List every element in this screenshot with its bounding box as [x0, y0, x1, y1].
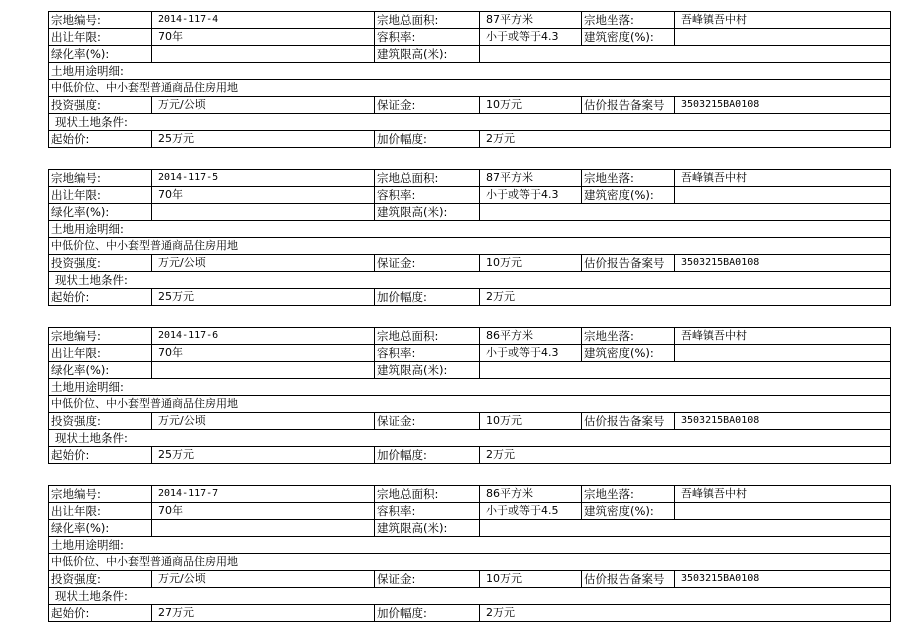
row-condition	[49, 114, 891, 131]
row-start-price	[49, 289, 891, 306]
row-term	[49, 345, 891, 362]
row-use-label	[49, 63, 891, 80]
term-label: 出让年限:	[49, 29, 152, 46]
location-value: 吾峰镇吾中村	[675, 12, 891, 29]
green-value	[152, 520, 375, 537]
row-use-label	[49, 379, 891, 396]
height-value	[480, 46, 891, 63]
increment-label: 加价幅度:	[375, 131, 480, 148]
row-start-price	[49, 605, 891, 622]
appraisal-label: 估价报告备案号	[582, 413, 675, 430]
density-label: 建筑密度(%):	[582, 345, 675, 362]
parcel-no-label: 宗地编号:	[49, 170, 152, 187]
start-price-label: 起始价:	[49, 131, 152, 148]
location-label: 宗地坐落:	[582, 12, 675, 29]
start-price-value: 25万元	[152, 447, 375, 464]
total-area-value: 87平方米	[480, 12, 582, 29]
invest-value: 万元/公顷	[152, 97, 375, 114]
deposit-value: 10万元	[480, 413, 582, 430]
parcel-no-label: 宗地编号:	[49, 486, 152, 503]
row-invest	[49, 97, 891, 114]
use-detail-label: 土地用途明细:	[49, 63, 891, 80]
row-green	[49, 520, 891, 537]
appraisal-label: 估价报告备案号	[582, 255, 675, 272]
density-label: 建筑密度(%):	[582, 29, 675, 46]
increment-label: 加价幅度:	[375, 289, 480, 306]
parcel-table-4	[48, 485, 891, 622]
appraisal-value: 3503215BA0108	[675, 255, 891, 272]
invest-label: 投资强度:	[49, 571, 152, 588]
density-value	[675, 29, 891, 46]
height-value	[480, 204, 891, 221]
appraisal-value: 3503215BA0108	[675, 97, 891, 114]
row-green	[49, 362, 891, 379]
condition-label: 现状土地条件:	[49, 588, 891, 605]
row-start-price	[49, 447, 891, 464]
plot-ratio-label: 容积率:	[375, 29, 480, 46]
row-parcel-no	[49, 486, 891, 503]
parcel-no-value: 2014-117-6	[152, 328, 375, 345]
deposit-label: 保证金:	[375, 413, 480, 430]
start-price-value: 27万元	[152, 605, 375, 622]
total-area-label: 宗地总面积:	[375, 486, 480, 503]
density-label: 建筑密度(%):	[582, 187, 675, 204]
row-green	[49, 46, 891, 63]
row-green	[49, 204, 891, 221]
start-price-label: 起始价:	[49, 447, 152, 464]
total-area-value: 86平方米	[480, 486, 582, 503]
row-condition	[49, 430, 891, 447]
appraisal-value: 3503215BA0108	[675, 571, 891, 588]
row-parcel-no	[49, 12, 891, 29]
total-area-value: 86平方米	[480, 328, 582, 345]
row-use-value	[49, 554, 891, 571]
row-use-value	[49, 80, 891, 97]
parcel-no-value: 2014-117-7	[152, 486, 375, 503]
height-label: 建筑限高(米):	[375, 204, 480, 221]
invest-label: 投资强度:	[49, 97, 152, 114]
deposit-label: 保证金:	[375, 255, 480, 272]
start-price-value: 25万元	[152, 289, 375, 306]
plot-ratio-label: 容积率:	[375, 503, 480, 520]
green-value	[152, 362, 375, 379]
row-use-value	[49, 238, 891, 255]
increment-value: 2万元	[480, 447, 891, 464]
total-area-label: 宗地总面积:	[375, 328, 480, 345]
use-detail-label: 土地用途明细:	[49, 379, 891, 396]
use-detail-value: 中低价位、中小套型普通商品住房用地	[49, 80, 891, 97]
term-value: 70年	[152, 187, 375, 204]
invest-value: 万元/公顷	[152, 255, 375, 272]
invest-value: 万元/公顷	[152, 571, 375, 588]
height-value	[480, 362, 891, 379]
density-label: 建筑密度(%):	[582, 503, 675, 520]
parcel-table-1	[48, 11, 891, 148]
green-label: 绿化率(%):	[49, 204, 152, 221]
row-parcel-no	[49, 170, 891, 187]
condition-label: 现状土地条件:	[49, 114, 891, 131]
use-detail-value: 中低价位、中小套型普通商品住房用地	[49, 396, 891, 413]
green-label: 绿化率(%):	[49, 520, 152, 537]
density-value	[675, 503, 891, 520]
increment-label: 加价幅度:	[375, 605, 480, 622]
start-price-label: 起始价:	[49, 289, 152, 306]
parcel-no-label: 宗地编号:	[49, 328, 152, 345]
deposit-label: 保证金:	[375, 571, 480, 588]
total-area-value: 87平方米	[480, 170, 582, 187]
location-value: 吾峰镇吾中村	[675, 170, 891, 187]
row-parcel-no	[49, 328, 891, 345]
row-use-value	[49, 396, 891, 413]
increment-value: 2万元	[480, 289, 891, 306]
increment-value: 2万元	[480, 131, 891, 148]
density-value	[675, 187, 891, 204]
row-invest	[49, 413, 891, 430]
green-value	[152, 204, 375, 221]
row-term	[49, 187, 891, 204]
invest-label: 投资强度:	[49, 255, 152, 272]
parcel-no-label: 宗地编号:	[49, 12, 152, 29]
green-label: 绿化率(%):	[49, 362, 152, 379]
term-label: 出让年限:	[49, 503, 152, 520]
height-label: 建筑限高(米):	[375, 46, 480, 63]
location-label: 宗地坐落:	[582, 170, 675, 187]
plot-ratio-label: 容积率:	[375, 187, 480, 204]
appraisal-label: 估价报告备案号	[582, 97, 675, 114]
plot-ratio-value: 小于或等于4.5	[480, 503, 582, 520]
invest-value: 万元/公顷	[152, 413, 375, 430]
term-value: 70年	[152, 503, 375, 520]
plot-ratio-label: 容积率:	[375, 345, 480, 362]
parcel-no-value: 2014-117-4	[152, 12, 375, 29]
term-value: 70年	[152, 345, 375, 362]
location-value: 吾峰镇吾中村	[675, 328, 891, 345]
parcel-table-2	[48, 169, 891, 306]
row-use-label	[49, 537, 891, 554]
row-invest	[49, 255, 891, 272]
increment-value: 2万元	[480, 605, 891, 622]
plot-ratio-value: 小于或等于4.3	[480, 187, 582, 204]
use-detail-label: 土地用途明细:	[49, 221, 891, 238]
row-use-label	[49, 221, 891, 238]
row-start-price	[49, 131, 891, 148]
start-price-label: 起始价:	[49, 605, 152, 622]
total-area-label: 宗地总面积:	[375, 12, 480, 29]
term-value: 70年	[152, 29, 375, 46]
term-label: 出让年限:	[49, 345, 152, 362]
use-detail-value: 中低价位、中小套型普通商品住房用地	[49, 554, 891, 571]
row-invest	[49, 571, 891, 588]
height-label: 建筑限高(米):	[375, 520, 480, 537]
term-label: 出让年限:	[49, 187, 152, 204]
invest-label: 投资强度:	[49, 413, 152, 430]
deposit-label: 保证金:	[375, 97, 480, 114]
parcel-table-3	[48, 327, 891, 464]
location-label: 宗地坐落:	[582, 328, 675, 345]
location-label: 宗地坐落:	[582, 486, 675, 503]
parcel-no-value: 2014-117-5	[152, 170, 375, 187]
green-value	[152, 46, 375, 63]
start-price-value: 25万元	[152, 131, 375, 148]
increment-label: 加价幅度:	[375, 447, 480, 464]
row-term	[49, 503, 891, 520]
use-detail-value: 中低价位、中小套型普通商品住房用地	[49, 238, 891, 255]
deposit-value: 10万元	[480, 571, 582, 588]
condition-label: 现状土地条件:	[49, 430, 891, 447]
deposit-value: 10万元	[480, 255, 582, 272]
condition-label: 现状土地条件:	[49, 272, 891, 289]
plot-ratio-value: 小于或等于4.3	[480, 29, 582, 46]
row-condition	[49, 272, 891, 289]
row-term	[49, 29, 891, 46]
green-label: 绿化率(%):	[49, 46, 152, 63]
row-condition	[49, 588, 891, 605]
deposit-value: 10万元	[480, 97, 582, 114]
appraisal-value: 3503215BA0108	[675, 413, 891, 430]
location-value: 吾峰镇吾中村	[675, 486, 891, 503]
use-detail-label: 土地用途明细:	[49, 537, 891, 554]
height-label: 建筑限高(米):	[375, 362, 480, 379]
total-area-label: 宗地总面积:	[375, 170, 480, 187]
appraisal-label: 估价报告备案号	[582, 571, 675, 588]
plot-ratio-value: 小于或等于4.3	[480, 345, 582, 362]
density-value	[675, 345, 891, 362]
height-value	[480, 520, 891, 537]
